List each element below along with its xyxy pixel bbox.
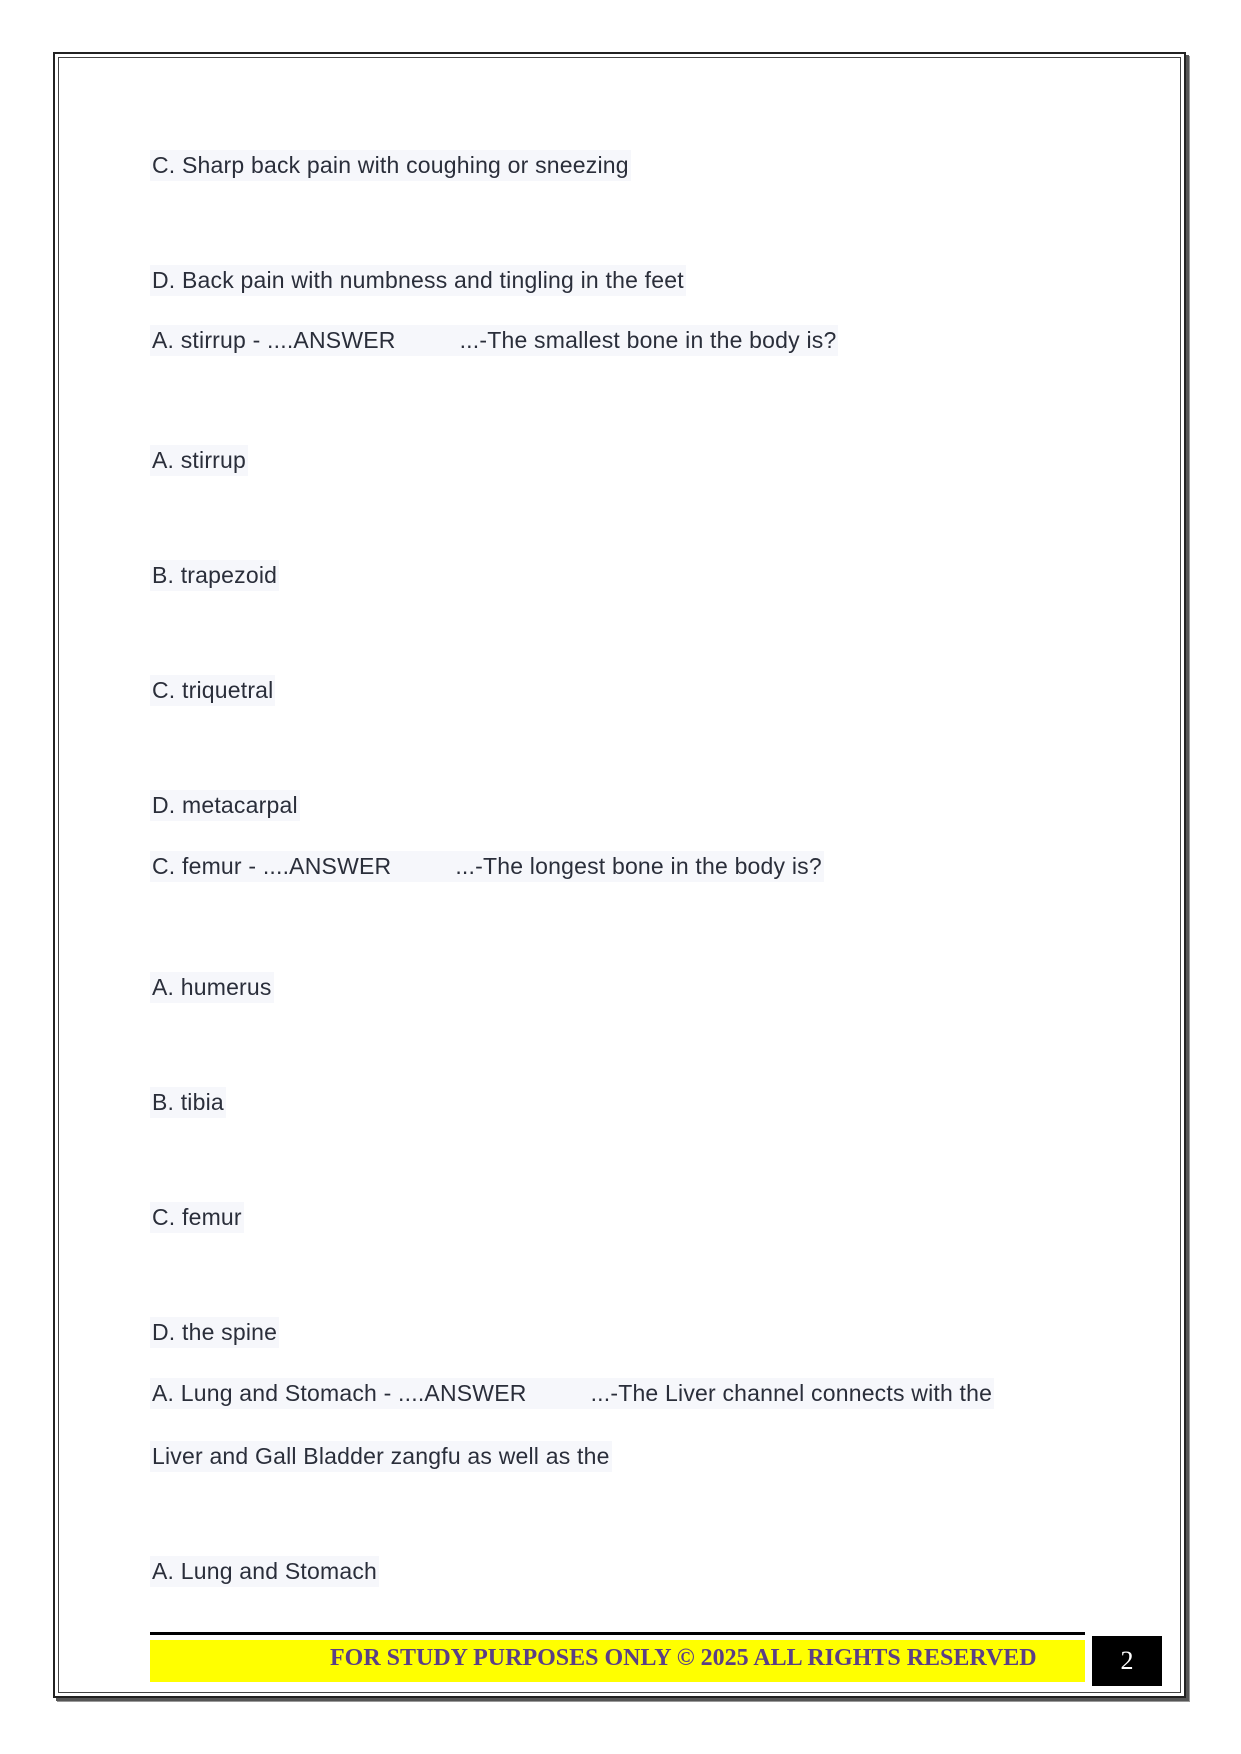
answer-line	[150, 1378, 994, 1409]
answer-line-question: ...-The longest bone in the body is?	[455, 853, 822, 879]
text-line: B. tibia	[150, 1087, 226, 1118]
text-line: D. the spine	[150, 1317, 279, 1348]
text-line: B. trapezoid	[150, 560, 279, 591]
text-line: D. metacarpal	[150, 790, 300, 821]
answer-line-prefix: C. femur - ....ANSWER	[152, 853, 392, 879]
text-line: Liver and Gall Bladder zangfu as well as the	[150, 1441, 612, 1472]
answer-line-prefix: A. Lung and Stomach - ....ANSWER	[152, 1380, 527, 1406]
footer-rule	[150, 1632, 1085, 1635]
answer-line	[150, 325, 838, 356]
footer-notice: FOR STUDY PURPOSES ONLY © 2025 ALL RIGHTS RESERVED	[330, 1645, 1037, 1671]
page-number	[1092, 1636, 1162, 1686]
text-line: C. triquetral	[150, 675, 275, 706]
text-line: C. Sharp back pain with coughing or sneezing	[150, 150, 631, 181]
answer-line	[150, 851, 824, 882]
text-line: D. Back pain with numbness and tingling in the feet	[150, 265, 686, 296]
page-number-text: 2	[1120, 1646, 1134, 1675]
text-line: C. femur	[150, 1202, 244, 1233]
answer-line-question: ...-The smallest bone in the body is?	[459, 327, 837, 353]
text-line: A. Lung and Stomach	[150, 1556, 379, 1587]
text-line: A. humerus	[150, 972, 274, 1003]
answer-line-prefix: A. stirrup - ....ANSWER	[152, 327, 396, 353]
answer-line-question: ...-The Liver channel connects with the	[590, 1380, 993, 1406]
text-line: A. stirrup	[150, 445, 248, 476]
